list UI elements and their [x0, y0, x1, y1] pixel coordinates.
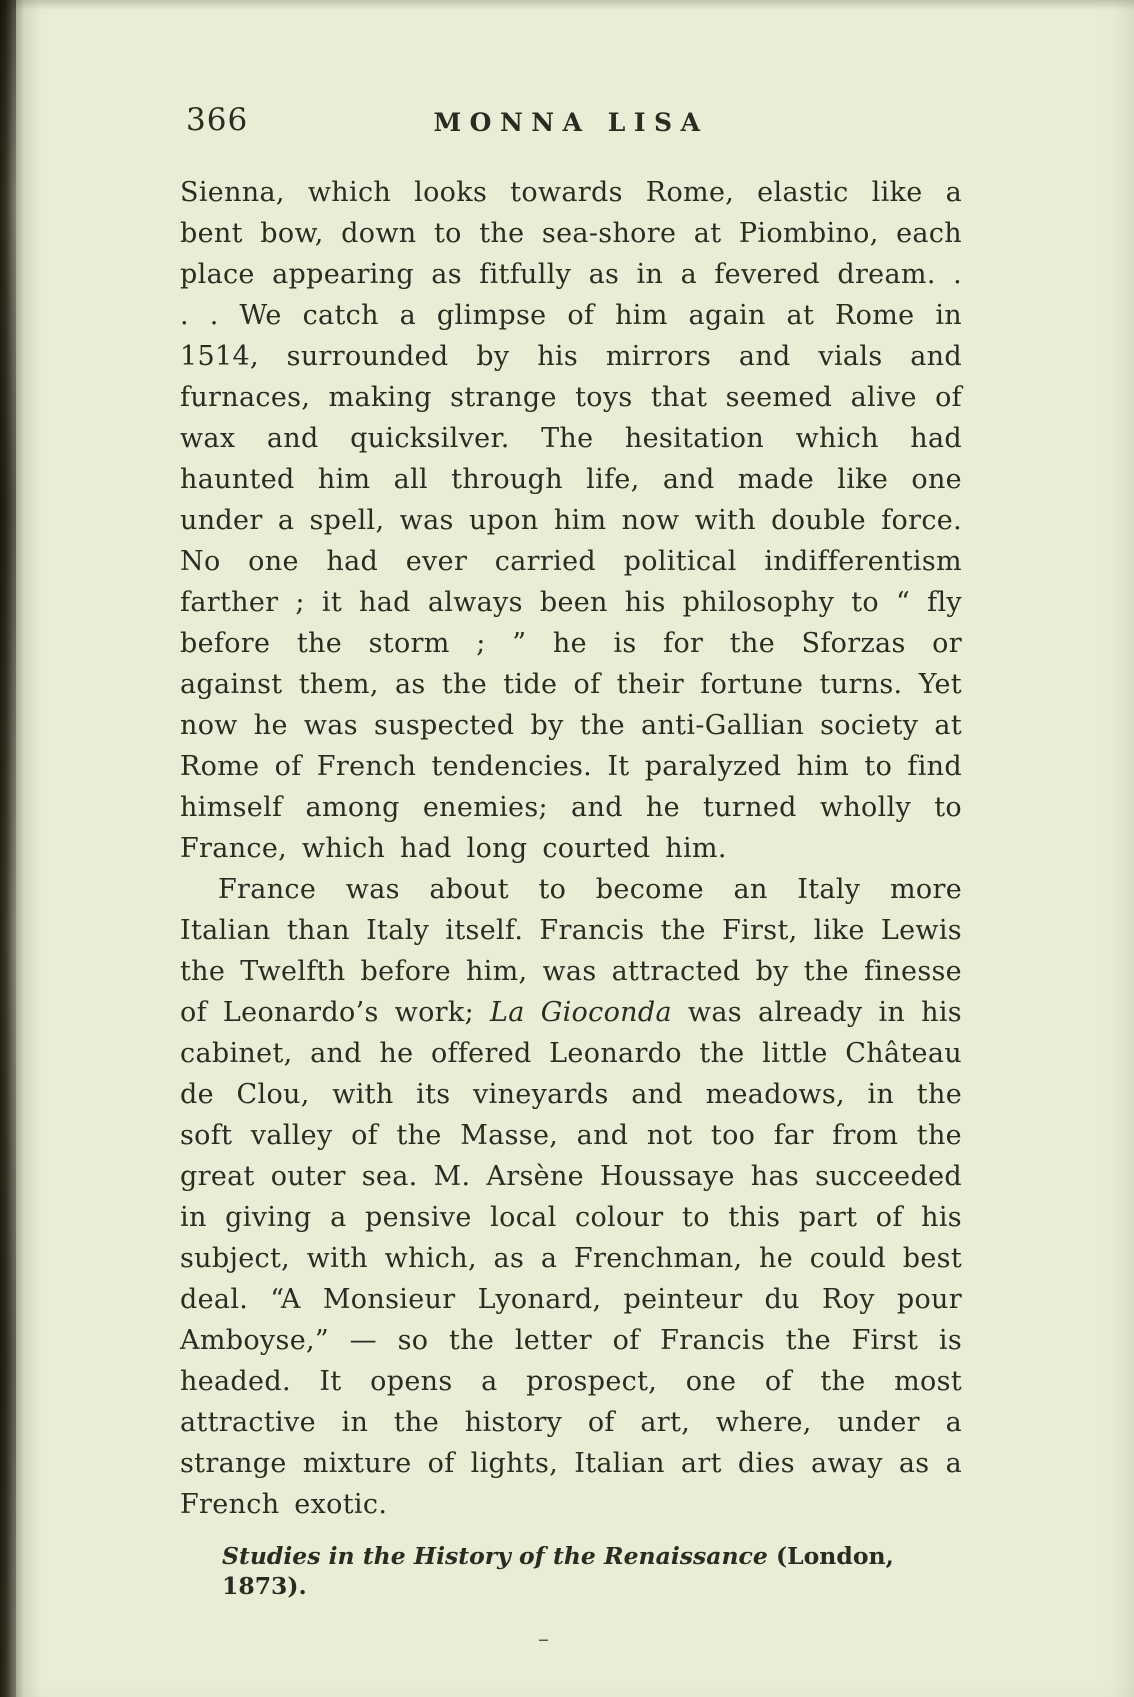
book-binding-shadow — [0, 0, 16, 1697]
paragraph: Sienna, which looks towards Rome, elastic like a bent bow, down to the sea-shore at Piombino, each place appearing as fitfully as in a fevered dream. . . . We catch a glimpse of him again at Rome in 1514, surrounded by his mirrors and vials and furnaces, making strange toys that seemed alive of wax and quicksilver. The hesitation which had haunted him all through life, and made like one under a spell, was upon him now with double force. No one had ever carried political indifferentism farther ; it had always been his philosophy to “ fly before the storm ; ” he is for the Sforzas or against them, as the tide of their fortune turns. Yet now he was suspected by the anti-Gallian society at Rome of French tendencies. It paralyzed him to find himself among enemies; and he turned wholly to France, which had long courted him. — [180, 177, 962, 864]
page-number: 366 — [186, 102, 249, 138]
body-text — [180, 172, 962, 1525]
page-content — [180, 100, 962, 1652]
running-header-title: MONNA LISA — [433, 108, 709, 137]
page-header — [180, 100, 962, 158]
footer-dash-mark: – — [538, 1627, 549, 1652]
paragraph: France was about to become an Italy more Italian than Italy itself. Francis the First, like Lewis the Twelfth before him, was attracted by the finesse of Leonardo’s work; La Gioconda was already in his cabinet, and he offered Leonardo the little Château de Clou, with its vineyards and meadows, in the soft valley of the Masse, and not too far from the great outer sea. M. Arsène Houssaye has succeeded in giving a pensive local colour to this part of his subject, with which, as a Frenchman, he could best deal. “A Monsieur Lyonard, peinteur du Roy pour Amboyse,” — so the letter of Francis the First is headed. It opens a prospect, one of the most attractive in the history of art, where, under a strange mixture of lights, Italian art dies away as a French exotic. — [180, 874, 962, 1520]
source-citation: Studies in the History of the Renaissance (London, 1873). — [222, 1542, 894, 1600]
